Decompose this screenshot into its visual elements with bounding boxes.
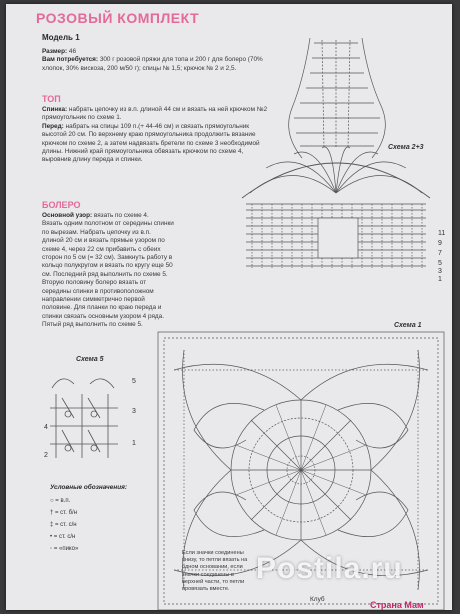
size-value: 46 bbox=[67, 48, 77, 55]
row-number: 3 bbox=[132, 408, 136, 415]
model-heading: Модель 1 bbox=[42, 33, 80, 42]
size-label: Размер: bbox=[42, 48, 68, 55]
top-front-text: набрать на спицы 109 п.(+ 44-46 см) и связать прямоугольник высотой 20 см. По верхнему краю прямоугольника продолжить вязание крючком по схеме 2, а затем надвязать бретели по схеме 3 необходимой длины. Нижний край прямоугольника обвязать крючком по схеме 4, выровнив длину переда и спинки. bbox=[42, 122, 260, 164]
legend-item bbox=[50, 534, 75, 540]
bolero-heading: БОЛЕРО bbox=[42, 200, 81, 210]
scheme-1-label: Схема 1 bbox=[394, 322, 422, 329]
legend-symbol: ◦ bbox=[50, 546, 53, 552]
row-number: 2 bbox=[44, 452, 48, 459]
legend-item bbox=[50, 510, 77, 516]
bolero-pattern-text: вязать по схеме 4. bbox=[92, 212, 149, 219]
row-number: 11 bbox=[438, 230, 446, 237]
top-back-text: набрать цепочку из в.п. длиной 44 см и вязать на ней крючком №2 прямоугольник по схеме 1. bbox=[42, 106, 268, 122]
watermark: Postila.ru bbox=[256, 552, 403, 585]
row-number: 9 bbox=[438, 240, 442, 247]
row-number: 1 bbox=[438, 276, 442, 283]
legend-text: = ст. с/н bbox=[55, 522, 77, 528]
club-caption: Клуб bbox=[310, 596, 325, 603]
legend-item bbox=[50, 498, 70, 504]
legend-symbol: • bbox=[50, 534, 53, 540]
legend-text: = в.п. bbox=[55, 498, 71, 504]
scheme-5-diagram bbox=[42, 368, 132, 468]
magazine-page bbox=[6, 4, 452, 610]
legend-text: = ст. с/н bbox=[53, 534, 76, 540]
legend-symbol: † bbox=[50, 510, 54, 516]
legend-title: Условные обозначения: bbox=[50, 484, 127, 491]
legend-symbol: ‡ bbox=[50, 522, 54, 528]
legend-item bbox=[50, 546, 78, 552]
legend-item bbox=[50, 522, 77, 528]
scheme-5-label: Схема 5 bbox=[76, 356, 104, 363]
legend-text: = ст. б/н bbox=[55, 510, 78, 516]
page-title: РОЗОВЫЙ КОМПЛЕКТ bbox=[36, 10, 200, 26]
legend-note: Если значки соединены внизу, то петли вязать на одном основании, если значки соединены в верхней части, то петли провязать вместе. bbox=[182, 550, 248, 593]
need-label: Вам потребуется: bbox=[42, 56, 99, 64]
row-number: 3 bbox=[438, 268, 442, 275]
scheme-2-3-label: Схема 2+3 bbox=[388, 144, 424, 151]
need-text: 300 г розовой пряжи для топа и 200 г для болеро (70% хлопок, 30% вискоза, 200 м/50 г); спицы № 1,5; крючок № 2 и 2,5. bbox=[42, 56, 263, 72]
row-number: 5 bbox=[438, 260, 442, 267]
top-back-label: Спинка: bbox=[42, 106, 68, 113]
bolero-text: Вязать одним полотном от середины спинки по вырезам. Набрать цепочку из в.п. длиной 20 см и вязать прямые узором по схеме 4, через 22 см прибавить с обеих сторон по 5 см (= 32 см). Замкнуть работу в кольцо полукругом и вязать по кругу еще 50 см. Последний ряд выполнить по схеме 5. Вторую половину болеро вязать от середины спинки в противоположном направлении симметрично первой половине. Для планки по краю переда и спинки связать основным узором 4 ряда. Пятый ряд выполнить по схеме 5. bbox=[42, 220, 174, 329]
watermark-secondary: Страна Мам bbox=[370, 600, 424, 610]
bolero-instructions bbox=[42, 212, 174, 330]
bolero-pattern-label: Основной узор: bbox=[42, 212, 93, 219]
row-number: 7 bbox=[438, 250, 442, 257]
top-front-label: Перед: bbox=[42, 122, 64, 130]
legend-symbol: ○ bbox=[50, 498, 54, 504]
row-number: 1 bbox=[132, 440, 136, 447]
top-heading: ТОП bbox=[42, 94, 61, 104]
legend-text: = «пико» bbox=[53, 546, 79, 552]
row-number: 5 bbox=[132, 378, 136, 385]
row-number: 4 bbox=[44, 424, 48, 431]
